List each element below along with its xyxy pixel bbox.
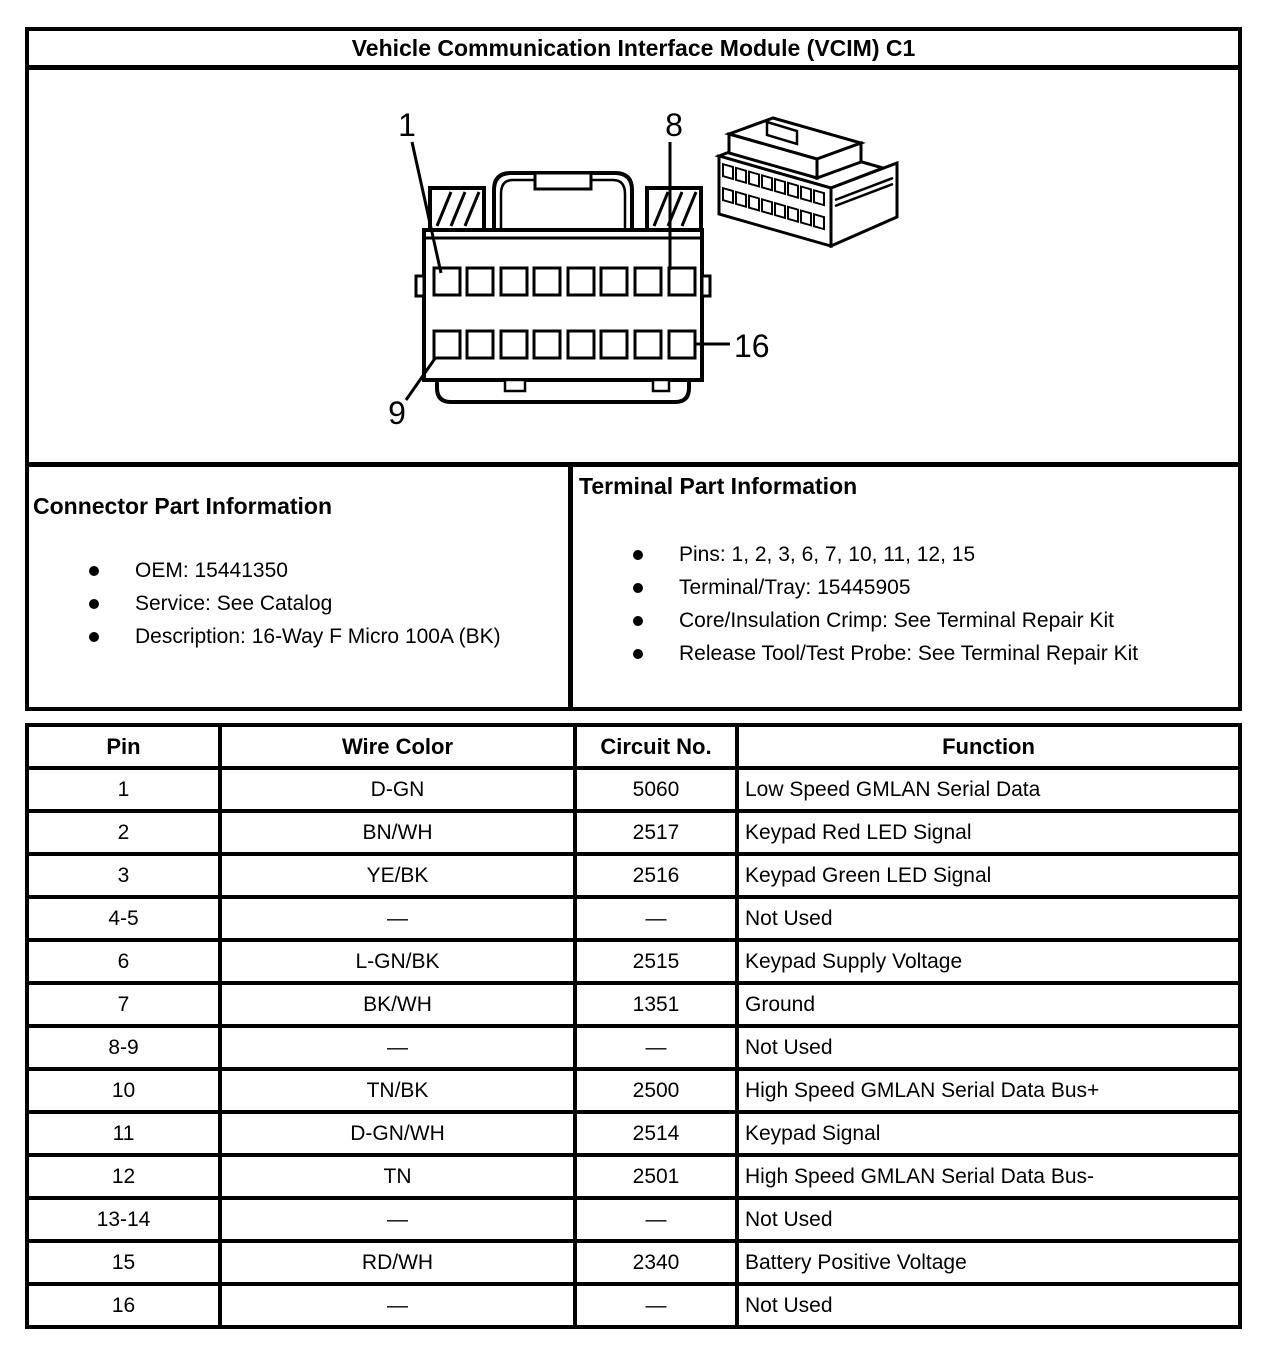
pin-cell: 3 [27, 854, 220, 897]
pinout-table [25, 723, 1242, 1329]
pin-cell: 6 [27, 940, 220, 983]
bullet-item: OEM: 15441350 [29, 554, 568, 587]
function-cell: Keypad Supply Voltage [737, 940, 1240, 983]
pin-cell: 7 [27, 983, 220, 1026]
function-cell: High Speed GMLAN Serial Data Bus- [737, 1155, 1240, 1198]
wire-color-cell: L-GN/BK [220, 940, 575, 983]
callout-pin16 [695, 328, 770, 364]
function-cell: Keypad Signal [737, 1112, 1240, 1155]
table-row [27, 897, 1240, 940]
svg-text:16: 16 [734, 328, 770, 364]
wire-color-cell: — [220, 897, 575, 940]
pin-cell: 13-14 [27, 1198, 220, 1241]
callout-pin9 [388, 357, 436, 431]
table-row [27, 1198, 1240, 1241]
connector-part-info-heading: Connector Part Information [33, 493, 333, 519]
circuit-cell: — [575, 897, 737, 940]
pin-cell: 16 [27, 1284, 220, 1327]
circuit-cell: 2515 [575, 940, 737, 983]
circuit-cell: 1351 [575, 983, 737, 1026]
circuit-cell: 2340 [575, 1241, 737, 1284]
wire-color-cell: D-GN/WH [220, 1112, 575, 1155]
circuit-cell: 2514 [575, 1112, 737, 1155]
pin-cell: 2 [27, 811, 220, 854]
part-info-row [29, 467, 1238, 707]
function-cell: Not Used [737, 1198, 1240, 1241]
wire-color-cell: — [220, 1026, 575, 1069]
circuit-cell: 2501 [575, 1155, 737, 1198]
bullet-item: Terminal/Tray: 15445905 [573, 571, 1238, 604]
pinout-table-body [27, 768, 1240, 1327]
wire-color-cell: YE/BK [220, 854, 575, 897]
function-cell: Keypad Red LED Signal [737, 811, 1240, 854]
table-row [27, 811, 1240, 854]
wire-color-cell: BK/WH [220, 983, 575, 1026]
function-cell: Low Speed GMLAN Serial Data [737, 768, 1240, 811]
table-row [27, 1155, 1240, 1198]
panel-title: Vehicle Communication Interface Module (VCIM) C1 [29, 31, 1238, 70]
latch [494, 173, 632, 230]
svg-text:8: 8 [665, 107, 683, 143]
svg-text:9: 9 [388, 395, 406, 431]
svg-text:1: 1 [398, 107, 416, 143]
column-header: Circuit No. [575, 725, 737, 768]
table-row [27, 854, 1240, 897]
wire-color-cell: TN/BK [220, 1069, 575, 1112]
vcim-c1-panel [25, 27, 1242, 711]
table-row [27, 1284, 1240, 1327]
left-wing [430, 188, 484, 230]
right-wing [647, 188, 701, 230]
terminal-part-info-heading: Terminal Part Information [579, 473, 858, 499]
function-cell: High Speed GMLAN Serial Data Bus+ [737, 1069, 1240, 1112]
table-row [27, 1026, 1240, 1069]
column-header: Function [737, 725, 1240, 768]
function-cell: Ground [737, 983, 1240, 1026]
left-side-tab [416, 276, 424, 296]
pin-cell: 11 [27, 1112, 220, 1155]
pinout-table-header-row [27, 725, 1240, 768]
bullet-item: Service: See Catalog [29, 587, 568, 620]
wire-color-cell: — [220, 1284, 575, 1327]
bullet-item: Release Tool/Test Probe: See Terminal Repair Kit [573, 637, 1238, 670]
circuit-cell: — [575, 1198, 737, 1241]
pin-cell: 15 [27, 1241, 220, 1284]
function-cell: Keypad Green LED Signal [737, 854, 1240, 897]
function-cell: Not Used [737, 1284, 1240, 1327]
circuit-cell: 2516 [575, 854, 737, 897]
connector-diagram-svg [29, 70, 1238, 462]
wire-color-cell: TN [220, 1155, 575, 1198]
connector-part-info-list [29, 554, 568, 653]
bottom-skirt [437, 380, 689, 402]
table-row [27, 940, 1240, 983]
table-row [27, 1112, 1240, 1155]
circuit-cell: 5060 [575, 768, 737, 811]
table-row [27, 1069, 1240, 1112]
bullet-item: Pins: 1, 2, 3, 6, 7, 10, 11, 12, 15 [573, 538, 1238, 571]
wire-color-cell: D-GN [220, 768, 575, 811]
bullet-item: Description: 16-Way F Micro 100A (BK) [29, 620, 568, 653]
table-row [27, 1241, 1240, 1284]
circuit-cell: 2500 [575, 1069, 737, 1112]
column-header: Pin [27, 725, 220, 768]
table-row [27, 768, 1240, 811]
connector-part-info [29, 467, 573, 707]
wire-color-cell: — [220, 1198, 575, 1241]
pin-cell: 10 [27, 1069, 220, 1112]
circuit-cell: — [575, 1026, 737, 1069]
function-cell: Not Used [737, 1026, 1240, 1069]
function-cell: Not Used [737, 897, 1240, 940]
pinout-table-section [25, 723, 1242, 1329]
terminal-part-info [573, 467, 1238, 707]
connector-isometric-view [719, 118, 897, 246]
pin-cell: 1 [27, 768, 220, 811]
circuit-cell: — [575, 1284, 737, 1327]
pin-cell: 4-5 [27, 897, 220, 940]
pin-cell: 12 [27, 1155, 220, 1198]
pin-cell: 8-9 [27, 1026, 220, 1069]
table-row [27, 983, 1240, 1026]
terminal-part-info-list [573, 538, 1238, 670]
column-header: Wire Color [220, 725, 575, 768]
bullet-item: Core/Insulation Crimp: See Terminal Repair Kit [573, 604, 1238, 637]
right-side-tab [702, 276, 710, 296]
circuit-cell: 2517 [575, 811, 737, 854]
wire-color-cell: BN/WH [220, 811, 575, 854]
wire-color-cell: RD/WH [220, 1241, 575, 1284]
function-cell: Battery Positive Voltage [737, 1241, 1240, 1284]
connector-diagram [29, 70, 1238, 467]
connector-front-view [416, 173, 710, 402]
